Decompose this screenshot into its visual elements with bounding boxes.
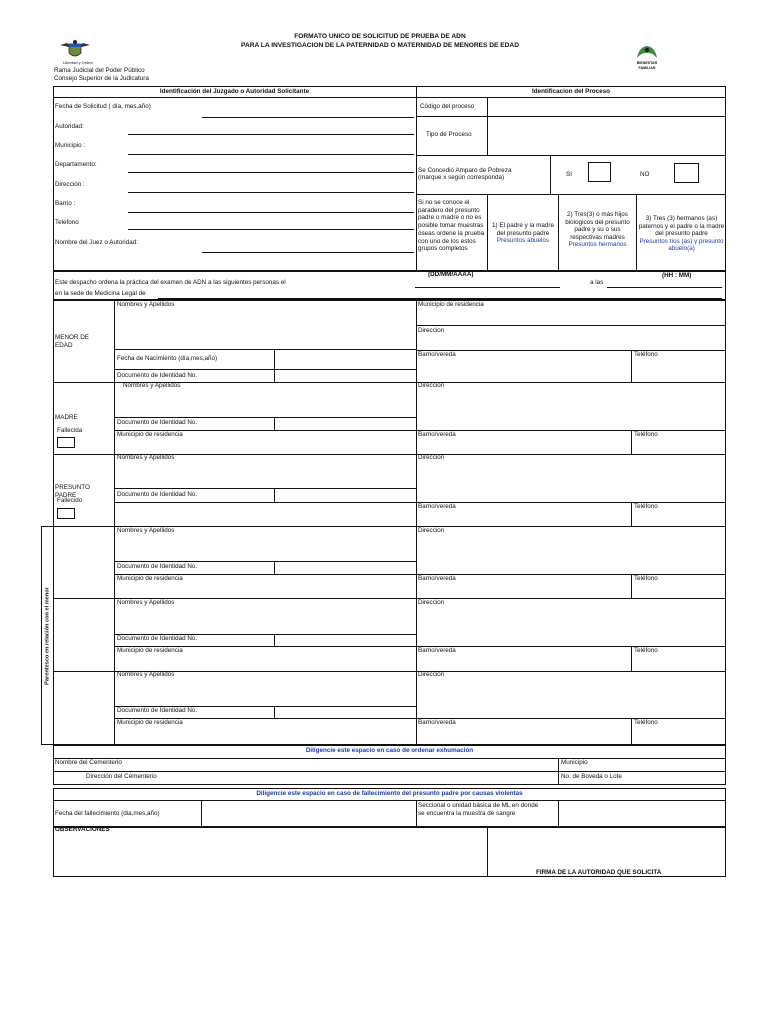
madre-label: MADRE	[55, 414, 78, 421]
relative2-telefono-label: Teléfono	[634, 647, 658, 654]
relative3-nombres-field[interactable]	[115, 679, 415, 705]
bienestar-logo-caption: BIENESTAR FAMILIAR	[636, 61, 658, 70]
bienestar-familiar-logo-icon	[634, 44, 660, 60]
option-3-text[interactable]	[638, 215, 725, 253]
coat-of-arms-caption: Libertad y Orden	[63, 60, 93, 65]
relative1-telefono-label: Teléfono	[634, 575, 658, 582]
tipo-proceso-label: Tipo de Proceso	[426, 131, 472, 138]
menor-nombres-label: Nombres y Apellidos	[117, 301, 175, 308]
option-2-description: 2) Tres(3) o más hijos biologicos del presunto padre y su o sus respectivas madres	[565, 211, 630, 241]
padre-direccion-field[interactable]	[417, 463, 725, 501]
fallecido-label: Fallecido	[57, 497, 83, 504]
autoridad-field[interactable]	[128, 134, 414, 135]
amparo-label-line2: (marque x según corresponda)	[418, 174, 505, 181]
firma-label: FIRMA DE LA AUTORIDAD QUE SOLICITA	[536, 869, 662, 876]
menor-fecha-nac-label: Fecha de Nacimiento (día,mes,año)	[117, 355, 218, 362]
padre-nombres-label: Nombres y Apellidos	[117, 454, 175, 461]
observaciones-label: OBSERVACIONES	[55, 826, 110, 833]
fallecida-label: Fallecida	[57, 427, 83, 434]
relative2-documento-field[interactable]	[275, 635, 415, 645]
direccion-label: Dirección :	[55, 181, 85, 188]
order-hour-field[interactable]	[607, 287, 722, 288]
padre-documento-field[interactable]	[275, 489, 415, 501]
relative1-nombres-field[interactable]	[115, 535, 415, 559]
form-title-line1: FORMATO UNICO DE SOLICITUD DE PRUEBA DE ADN	[294, 33, 466, 40]
padre-telefono-label: Teléfono	[634, 503, 658, 510]
padre-direccion-label: Direccion	[418, 454, 445, 461]
departamento-field[interactable]	[128, 172, 414, 173]
relative2-direccion-label: Direccion	[418, 599, 445, 606]
fallecido-checkbox[interactable]	[57, 508, 75, 519]
exhumacion-title: Diligencie este espacio en caso de ordenar exhumación	[305, 747, 474, 754]
proceso-section-title: Identificacion del Proceso	[531, 88, 611, 95]
relative2-municipio-label: Municipio de residencia	[117, 647, 183, 654]
relative3-barrio-label: Barrio/vereda	[418, 719, 456, 726]
menor-direccion-label: Direccion	[418, 327, 445, 334]
order-text-line2: en la sede de Medicina Legal de	[55, 290, 146, 297]
relative3-nombres-label: Nombres y Apellidos	[117, 671, 175, 678]
option-1-description: 1) El padre y la madre del presunto padre	[492, 222, 554, 237]
relative3-municipio-label: Municipio de residencia	[117, 719, 183, 726]
tipo-proceso-field[interactable]	[488, 117, 725, 154]
relative1-documento-field[interactable]	[275, 562, 415, 573]
fecha-solicitud-field[interactable]	[202, 117, 414, 118]
padre-nombres-field[interactable]	[115, 463, 415, 487]
relative3-telefono-label: Teléfono	[634, 719, 658, 726]
juzgado-section-title: Identificación del Juzgado o Autoridad Solicitante	[159, 88, 310, 95]
seccional-field[interactable]	[559, 801, 725, 827]
option-1-text[interactable]	[489, 222, 557, 245]
padre-documento-label: Documento de Identidad No.	[117, 491, 198, 498]
no-label: NO	[640, 171, 650, 178]
menor-documento-field[interactable]	[275, 370, 415, 381]
relative3-documento-field[interactable]	[275, 707, 415, 717]
relative2-nombres-field[interactable]	[115, 607, 415, 633]
relative1-municipio-label: Municipio de residencia	[117, 575, 183, 582]
no-checkbox[interactable]	[674, 163, 699, 183]
barrio-label: Barrio :	[55, 200, 76, 207]
departamento-label: Departamento:	[55, 161, 97, 168]
autoridad-label: Autoridad:	[55, 123, 84, 130]
telefono-field[interactable]	[128, 229, 414, 230]
hour-format-label: (HH : MM)	[662, 272, 692, 279]
amparo-label-line1: Se Concedió Amparo de Pobreza	[418, 167, 512, 174]
fallecimiento-title: Diligencie este espacio en caso de fallecimiento del presunto padre por causas violentas	[256, 790, 523, 797]
parentesco-label: Parentesco en relación con el menor	[43, 586, 50, 685]
municipio-label: Municipio :	[55, 142, 86, 149]
order-date-field[interactable]	[415, 287, 560, 288]
cementerio-label: Nombre del Cementerio	[55, 759, 122, 766]
si-label: SI	[566, 171, 572, 178]
relative2-nombres-label: Nombres y Apellidos	[117, 599, 175, 606]
menor-direccion-field[interactable]	[417, 335, 725, 349]
padre-barrio-label: Barrio/vereda	[418, 503, 456, 510]
a-las-label: a las	[590, 279, 604, 286]
madre-documento-field[interactable]	[275, 418, 415, 429]
option-2-group: Presuntos hermanos	[568, 241, 627, 248]
menor-municipio-label: Municipio de residencia	[418, 301, 484, 308]
nombre-juez-label: Nombre del Juez o Autoridad:	[55, 239, 138, 246]
madre-barrio-label: Barrio/vereda	[418, 431, 456, 438]
nombre-juez-field[interactable]	[202, 252, 414, 253]
date-format-label: (DD/MM/AAAA)	[428, 271, 474, 278]
madre-direccion-label: Direccion	[418, 382, 445, 389]
relative2-documento-label: Documento de Identidad No.	[117, 635, 198, 642]
menor-barrio-label: Barrio/vereda	[418, 351, 456, 358]
org-line2: Consejo Superior de la Judicatura	[54, 75, 149, 82]
relative2-direccion-field[interactable]	[417, 607, 725, 645]
madre-direccion-field[interactable]	[417, 391, 725, 429]
direccion-field[interactable]	[128, 192, 414, 193]
menor-nombres-field[interactable]	[115, 309, 415, 348]
madre-nombres-field[interactable]	[115, 391, 415, 416]
presunto-padre-label: PRESUNTO PADRE	[55, 484, 90, 499]
municipio-field[interactable]	[128, 154, 414, 155]
relative2-barrio-label: Barrio/vereda	[418, 647, 456, 654]
relative3-documento-label: Documento de Identidad No.	[117, 707, 198, 714]
observaciones-field[interactable]	[55, 834, 485, 875]
option-3-description: 3) Tres (3) hermanos (as) paternos y el padre o la madre del presunto padre	[638, 215, 725, 237]
fecha-fallecimiento-field[interactable]	[202, 801, 415, 827]
madre-documento-label: Documento de Identidad No.	[117, 419, 198, 426]
seccional-label-line2: se encuentra la muestra de sangre	[418, 810, 516, 817]
menor-documento-label: Documento de Identidad No.	[117, 372, 198, 379]
relative1-documento-label: Documento de Identidad No.	[117, 563, 198, 570]
option-3-group: Presuntos tíos (as) y presunto abuelo(a)	[639, 237, 724, 252]
relative3-direccion-label: Direccion	[418, 671, 445, 678]
relative1-barrio-label: Barrio/vereda	[418, 575, 456, 582]
exhumacion-municipio-label: Municipio	[561, 759, 588, 766]
relative3-direccion-field[interactable]	[417, 679, 725, 717]
option-intro-text: Si no se conoce el paradero del presunto padre o madre o no es posible tomar muestras óseas ordene la prueba con uno de los estos grupos completos	[418, 199, 485, 253]
menor-label: MENOR DE EDAD	[55, 334, 89, 349]
form-title-line2: PARA LA INVESTIGACION DE LA PATERNIDAD O MATERNIDAD DE MENORES DE EDAD	[241, 42, 519, 49]
telefono-label: Telefono	[55, 219, 79, 226]
fecha-fallecimiento-label: Fecha del fallecimiento (dia,mes,año)	[55, 810, 160, 817]
option-2-text[interactable]	[560, 211, 635, 249]
madre-municipio-label: Municipio de residencia	[117, 431, 183, 438]
si-checkbox[interactable]	[588, 162, 611, 182]
option-1-group: Presuntos abuelos	[496, 237, 550, 244]
menor-fecha-nac-field[interactable]	[275, 350, 415, 368]
codigo-proceso-field[interactable]	[488, 98, 725, 115]
relative1-nombres-label: Nombres y Apellidos	[117, 527, 175, 534]
madre-telefono-label: Teléfono	[634, 431, 658, 438]
menor-telefono-label: Teléfono	[634, 351, 658, 358]
org-line1: Rama Judicial del Poder Público	[54, 67, 145, 74]
seccional-label-line1: Seccional o unidad básica de ML en donde	[418, 802, 539, 809]
fecha-solicitud-label: Fecha de Solicitud ( día, mes,año)	[55, 103, 151, 110]
firma-field[interactable]	[489, 828, 725, 866]
boveda-label: No. de Boveda o Lote	[561, 773, 622, 780]
codigo-proceso-label: Código del proceso	[420, 103, 475, 110]
madre-nombres-label: Nombres y Apellidos	[123, 382, 181, 389]
relative1-direccion-label: Direccion	[418, 527, 445, 534]
colombia-coat-of-arms-icon	[58, 39, 92, 61]
fallecida-checkbox[interactable]	[57, 437, 75, 448]
cementerio-direccion-label: Dirección del Cementerio	[86, 773, 157, 780]
barrio-field[interactable]	[128, 212, 414, 213]
sede-field[interactable]	[158, 298, 722, 299]
order-text-line1: Este despacho ordena la práctica del examen de ADN a las siguientes personas el	[55, 279, 286, 286]
relative1-direccion-field[interactable]	[417, 535, 725, 573]
